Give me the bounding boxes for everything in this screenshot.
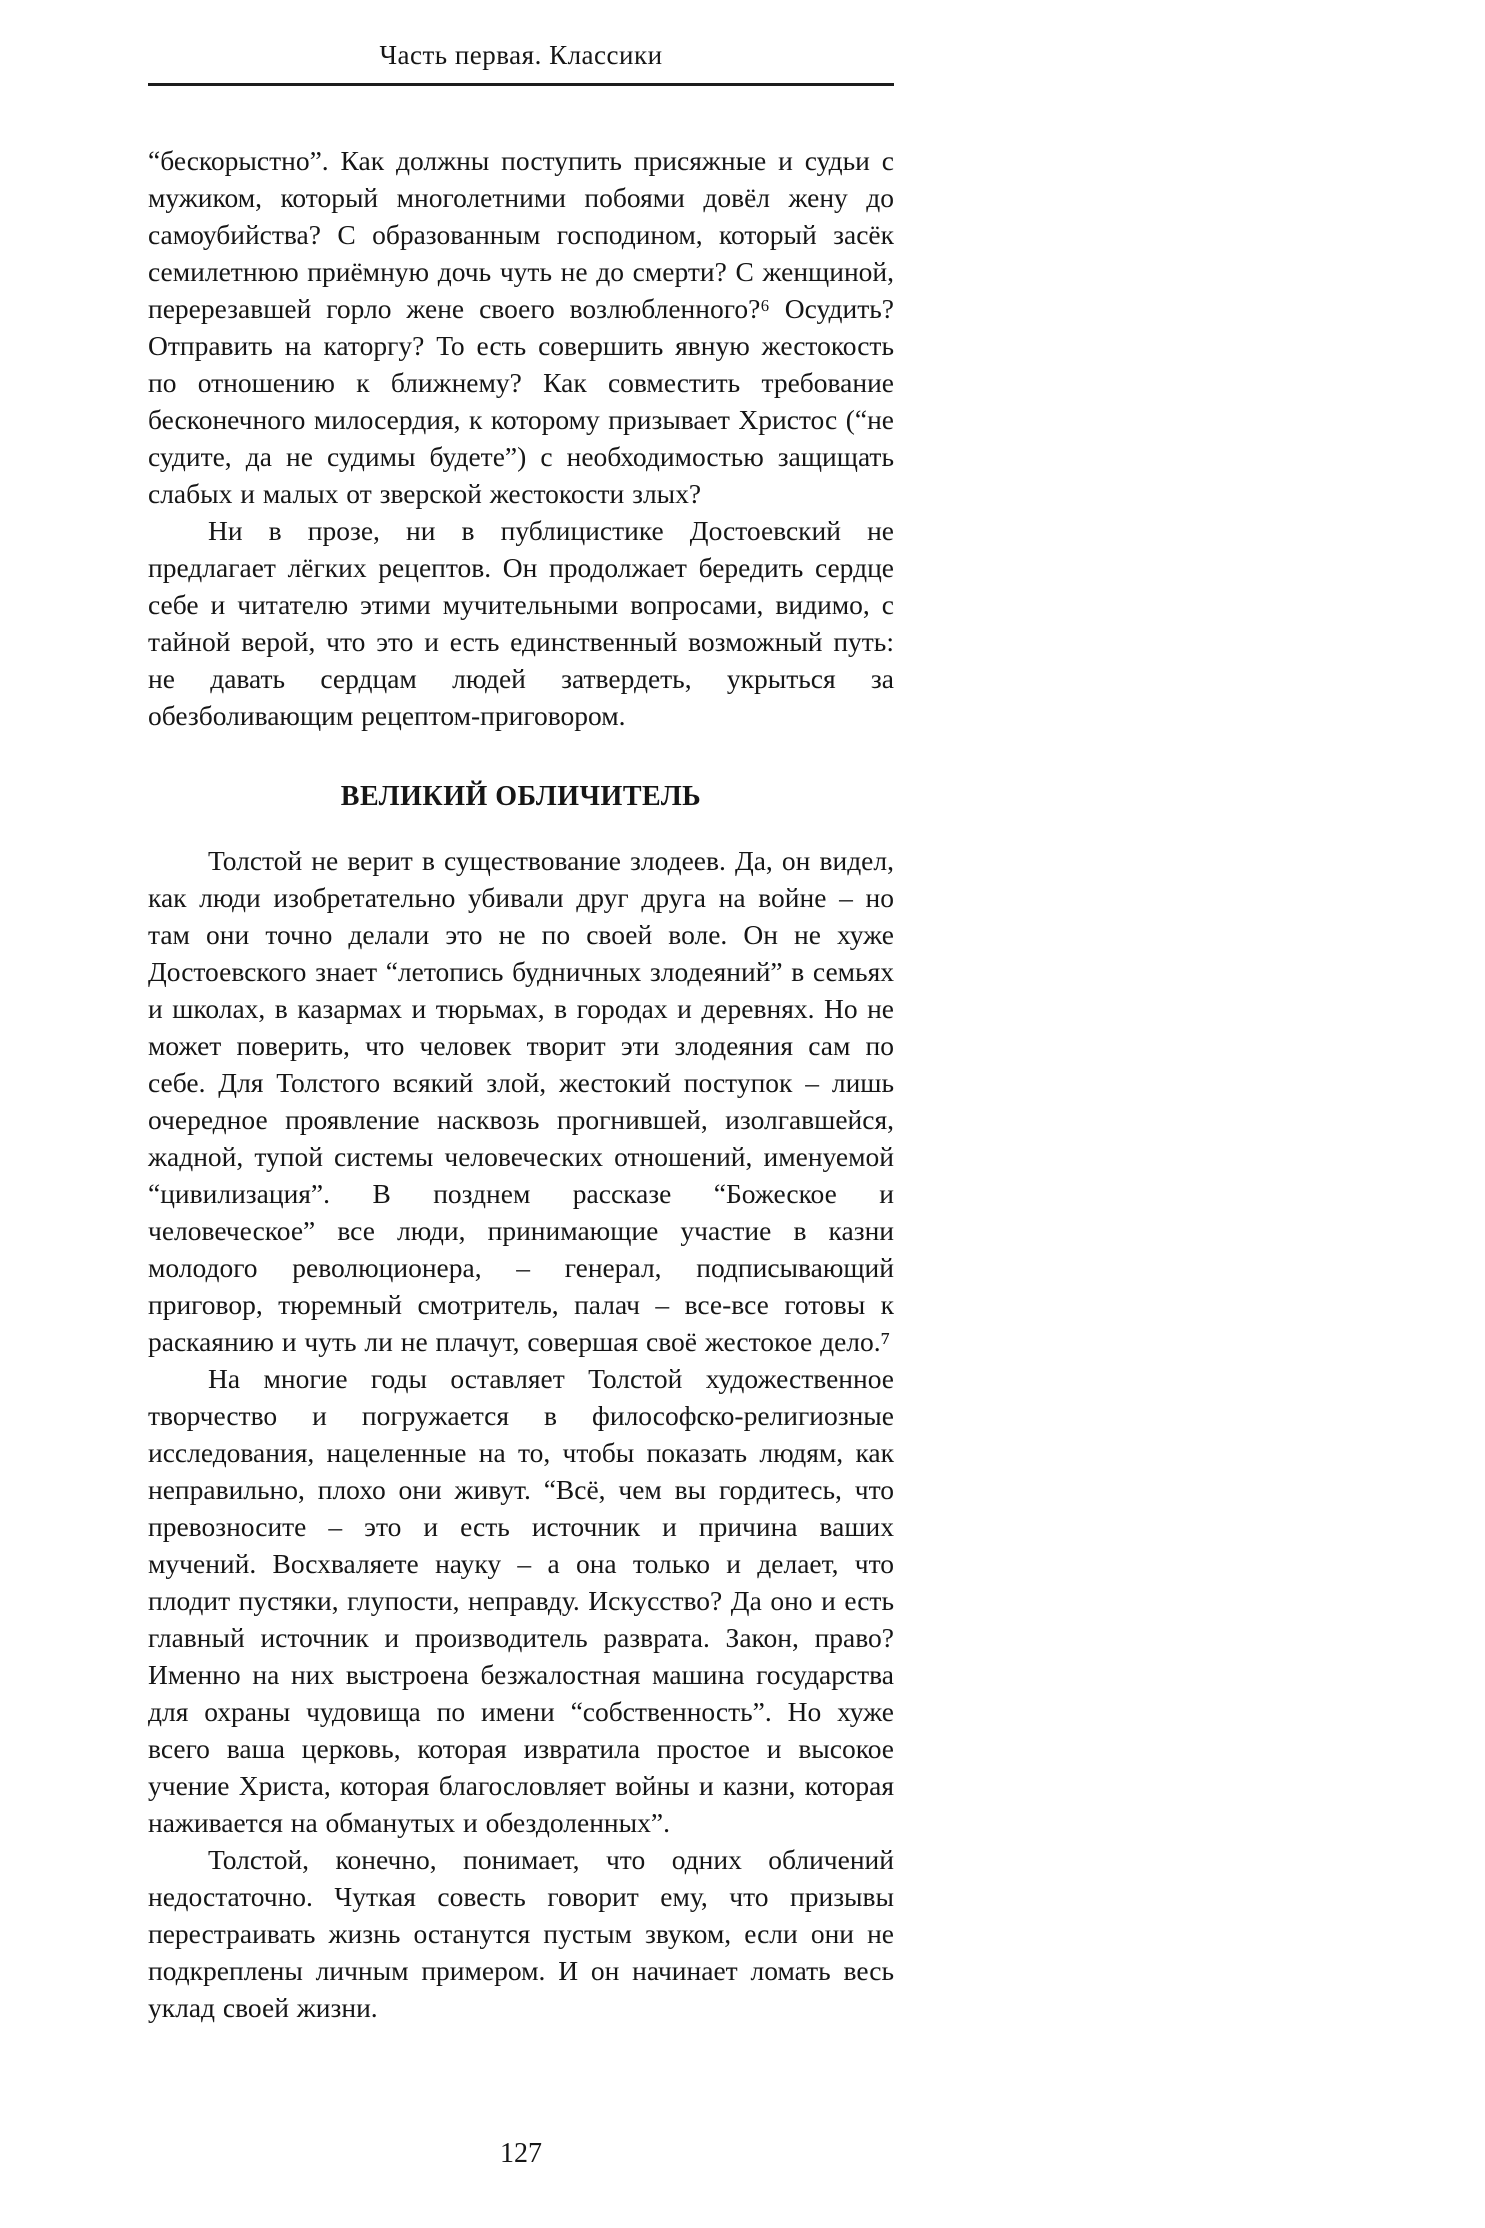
page-number: 127 [500,2138,542,2169]
body-paragraph: Ни в прозе, ни в публицистике Достоевский не предлагает лёгких рецептов. Он продолжает бередить сердце себе и читателю этими мучительными вопросами, видимо, с тайной верой, что это и есть единственный возможный путь: не давать сердцам людей затвердеть, укрыться за обезболивающим рецептом-приговором. [148,515,894,731]
body-paragraph: Толстой, конечно, понимает, что одних обличений недостаточно. Чуткая совесть говорит ему, что призывы перестраивать жизнь останутся пустым звуком, если они не подкреплены личным примером. И он начинает ломать весь уклад своей жизни. [148,1844,894,2023]
page-footer [148,2138,894,2170]
page-content [148,0,894,2026]
page-body [148,86,894,2026]
body-paragraph: На многие годы оставляет Толстой художественное творчество и погружается в философско-религиозные исследования, нацеленные на то, чтобы показать людям, как неправильно, плохо они живут. “Всё, чем вы гордитесь, что превозносите – это и есть источник и причина ваших мучений. Восхваляете науку – а она только и делает, что плодит пустяки, глупости, неправду. Искусство? Да оно и есть главный источник и производитель разврата. Закон, право? Именно на них выстроена безжалостная машина государства для охраны чудовища по имени “собственность”. Но хуже всего ваша церковь, которая извратила простое и высокое учение Христа, которая благословляет войны и казни, которая наживается на обманутых и обездоленных”. [148,1363,894,1838]
section-heading: ВЕЛИКИЙ ОБЛИЧИТЕЛЬ [340,781,702,812]
body-paragraph: Толстой не верит в существование злодеев. Да, он видел, как люди изобретательно убивали друг друга на войне – но там они точно делали это не по своей воле. Он не хуже Достоевского знает “летопись будничных злодеяний” в семьях и школах, в казармах и тюрьмах, в городах и деревнях. Но не может поверить, что человек творит эти злодеяния сам по себе. Для Толстого всякий злой, жестокий поступок – лишь очередное проявление насквозь прогнившей, изолгавшейся, жадной, тупой системы человеческих отношений, именуемой “цивилизация”. В позднем рассказе “Божеское и человеческое” все люди, принимающие участие в казни молодого революционера, – генерал, подписывающий приговор, тюремный смотритель, палач – все-все готовы к раскаянию и чуть ли не плачут, совершая своё жестокое дело.⁷ [148,845,894,1357]
running-header [148,0,894,86]
running-header-title: Часть первая. Классики [379,40,663,70]
body-paragraph: “бескорыстно”. Как должны поступить присяжные и судьи с мужиком, который многолетними побоями довёл жену до самоубийства? С образованным господином, который засёк семилетнюю приёмную дочь чуть не до смерти? С женщиной, перерезавшей горло жене своего возлюбленного?⁶ Осудить? Отправить на каторгу? То есть совершить явную жестокость по отношению к ближнему? Как совместить требование бесконечного милосердия, к которому призывает Христос (“не судите, да не судимы будете”) с необходимостью защищать слабых и малых от зверской жестокости злых? [148,145,894,509]
